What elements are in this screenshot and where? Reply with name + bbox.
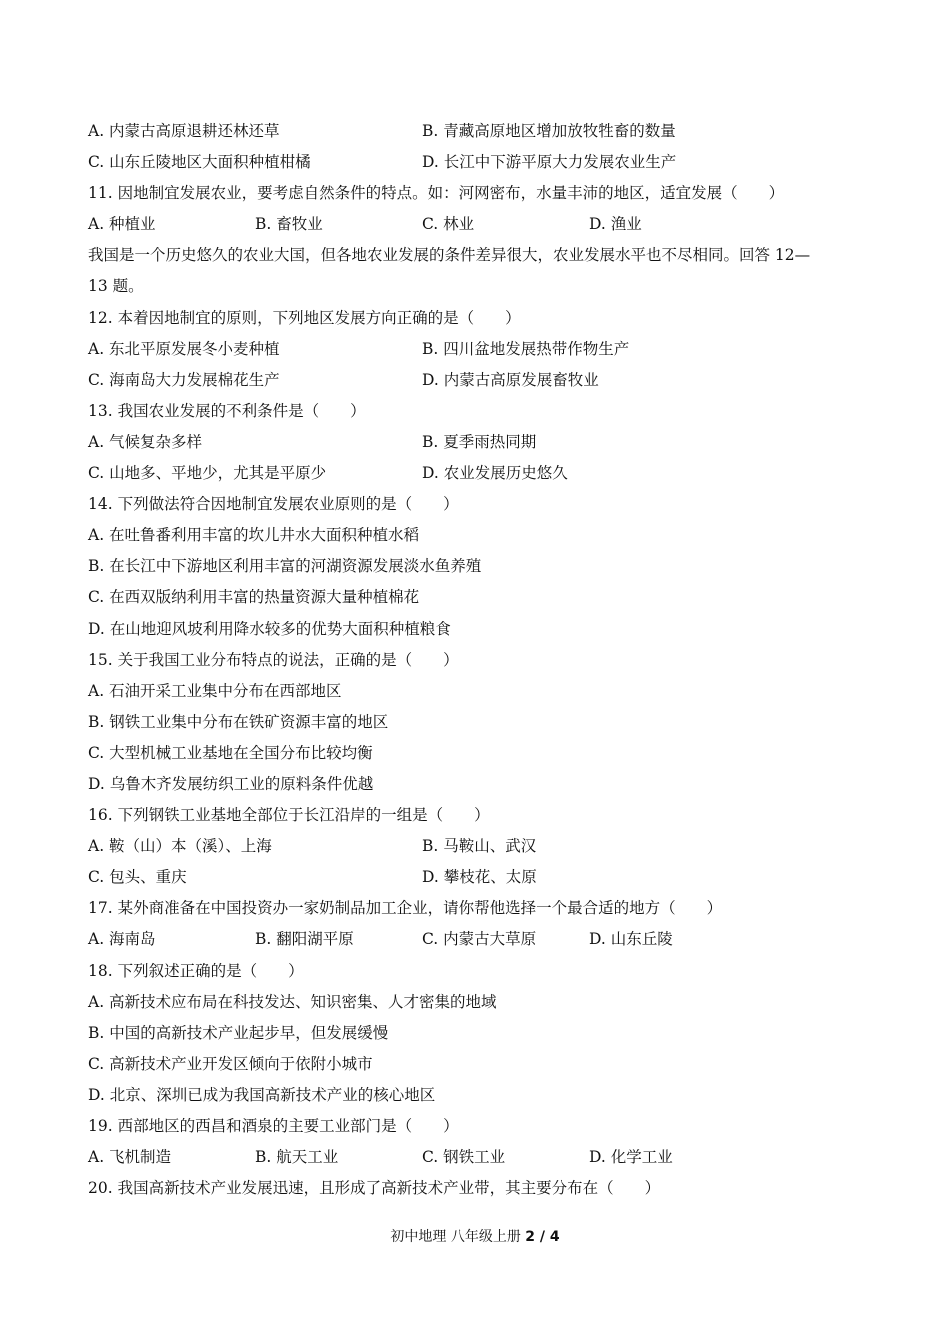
q11-option-b: B. 畜牧业 [255, 215, 323, 234]
q12-option-d: D. 内蒙古高原发展畜牧业 [422, 370, 599, 389]
q20-stem: 20. 我国高新技术产业发展迅速，且形成了高新技术产业带，其主要分布在（ ） [88, 1179, 661, 1198]
q13-stem: 13. 我国农业发展的不利条件是（ ） [88, 401, 366, 420]
q19-options [88, 1142, 878, 1173]
q16-option-c: C. 包头、重庆 [88, 868, 187, 887]
q12-option-a: A. 东北平原发展冬小麦种植 [88, 339, 280, 358]
q13-options-row2 [88, 458, 878, 489]
q19-option-c: C. 钢铁工业 [422, 1148, 506, 1167]
q14-stem: 14. 下列做法符合因地制宜发展农业原则的是（ ） [88, 495, 459, 514]
q11-stem: 11. 因地制宜发展农业，要考虑自然条件的特点。如：河网密布，水量丰沛的地区，适宜发展（ ） [88, 184, 785, 203]
q13-options-row1 [88, 427, 878, 458]
q11-option-c: C. 林业 [422, 215, 475, 234]
q19-option-d: D. 化学工业 [589, 1148, 673, 1167]
page-number: 2 / 4 [525, 1229, 560, 1245]
q14-option-b: B. 在长江中下游地区利用丰富的河湖资源发展淡水鱼养殖 [88, 557, 482, 576]
q10-option-c: C. 山东丘陵地区大面积种植柑橘 [88, 153, 311, 172]
q12-stem: 12. 本着因地制宜的原则，下列地区发展方向正确的是（ ） [88, 308, 521, 327]
q14-option-a: A. 在吐鲁番利用丰富的坎儿井水大面积种植水稻 [88, 526, 420, 545]
q18-option-c: C. 高新技术产业开发区倾向于依附小城市 [88, 1054, 373, 1073]
q16-option-a: A. 鞍（山）本（溪）、上海 [88, 837, 272, 856]
q11-options [88, 209, 878, 240]
q17-option-c: C. 内蒙古大草原 [422, 930, 537, 949]
q11-option-d: D. 渔业 [589, 215, 642, 234]
q19-option-b: B. 航天工业 [255, 1148, 339, 1167]
q10-options-row1 [88, 116, 878, 147]
question-list [88, 116, 878, 1204]
q12-options-row1 [88, 334, 878, 365]
q13-option-b: B. 夏季雨热同期 [422, 432, 537, 451]
q14-option-c: C. 在西双版纳利用丰富的热量资源大量种植棉花 [88, 588, 420, 607]
q16-option-d: D. 攀枝花、太原 [422, 868, 537, 887]
q13-option-a: A. 气候复杂多样 [88, 432, 203, 451]
q12-option-b: B. 四川盆地发展热带作物生产 [422, 339, 630, 358]
q17-stem: 17. 某外商准备在中国投资办一家奶制品加工企业，请你帮他选择一个最合适的地方（ ） [88, 899, 723, 918]
q19-stem: 19. 西部地区的西昌和酒泉的主要工业部门是（ ） [88, 1117, 459, 1135]
q10-option-d: D. 长江中下游平原大力发展农业生产 [422, 153, 677, 172]
q17-option-b: B. 翻阳湖平原 [255, 930, 354, 949]
q10-option-b: B. 青藏高原地区增加放牧牲畜的数量 [422, 122, 676, 140]
q18-stem: 18. 下列叙述正确的是（ ） [88, 961, 304, 980]
page-footer [0, 1226, 950, 1246]
q18-option-d: D. 北京、深圳已成为我国高新技术产业的核心地区 [88, 1085, 436, 1104]
q16-option-b: B. 马鞍山、武汉 [422, 837, 537, 856]
q10-options-row2 [88, 147, 878, 178]
q15-option-d: D. 乌鲁木齐发展纺织工业的原料条件优越 [88, 774, 374, 793]
footer-subject: 初中地理 八年级上册 [390, 1229, 526, 1245]
q12-options-row2 [88, 365, 878, 396]
q17-options [88, 924, 878, 955]
q17-option-a: A. 海南岛 [88, 930, 156, 949]
q15-option-a: A. 石油开采工业集中分布在西部地区 [88, 681, 342, 700]
q18-option-b: B. 中国的高新技术产业起步早，但发展缓慢 [88, 1023, 389, 1042]
q10-option-a: A. 内蒙古高原退耕还林还草 [88, 122, 280, 140]
q16-options-row2 [88, 862, 878, 893]
q13-option-c: C. 山地多、平地少，尤其是平原少 [88, 464, 327, 483]
q16-stem: 16. 下列钢铁工业基地全部位于长江沿岸的一组是（ ） [88, 806, 490, 825]
q15-option-c: C. 大型机械工业基地在全国分布比较均衡 [88, 743, 373, 762]
q13-option-d: D. 农业发展历史悠久 [422, 464, 568, 483]
q11-option-a: A. 种植业 [88, 215, 156, 234]
intro-12-13-line2: 13 题。 [88, 277, 144, 296]
q14-option-d: D. 在山地迎风坡利用降水较多的优势大面积种植粮食 [88, 619, 451, 638]
q18-option-a: A. 高新技术应布局在科技发达、知识密集、人才密集的地域 [88, 992, 497, 1011]
q12-option-c: C. 海南岛大力发展棉花生产 [88, 370, 280, 389]
q16-options-row1 [88, 831, 878, 862]
q17-option-d: D. 山东丘陵 [589, 930, 673, 949]
q15-option-b: B. 钢铁工业集中分布在铁矿资源丰富的地区 [88, 712, 389, 731]
q15-stem: 15. 关于我国工业分布特点的说法，正确的是（ ） [88, 650, 459, 669]
intro-12-13-line1: 我国是一个历史悠久的农业大国，但各地农业发展的条件差异很大，农业发展水平也不尽相同。回答 12— [88, 246, 811, 265]
q19-option-a: A. 飞机制造 [88, 1148, 172, 1167]
